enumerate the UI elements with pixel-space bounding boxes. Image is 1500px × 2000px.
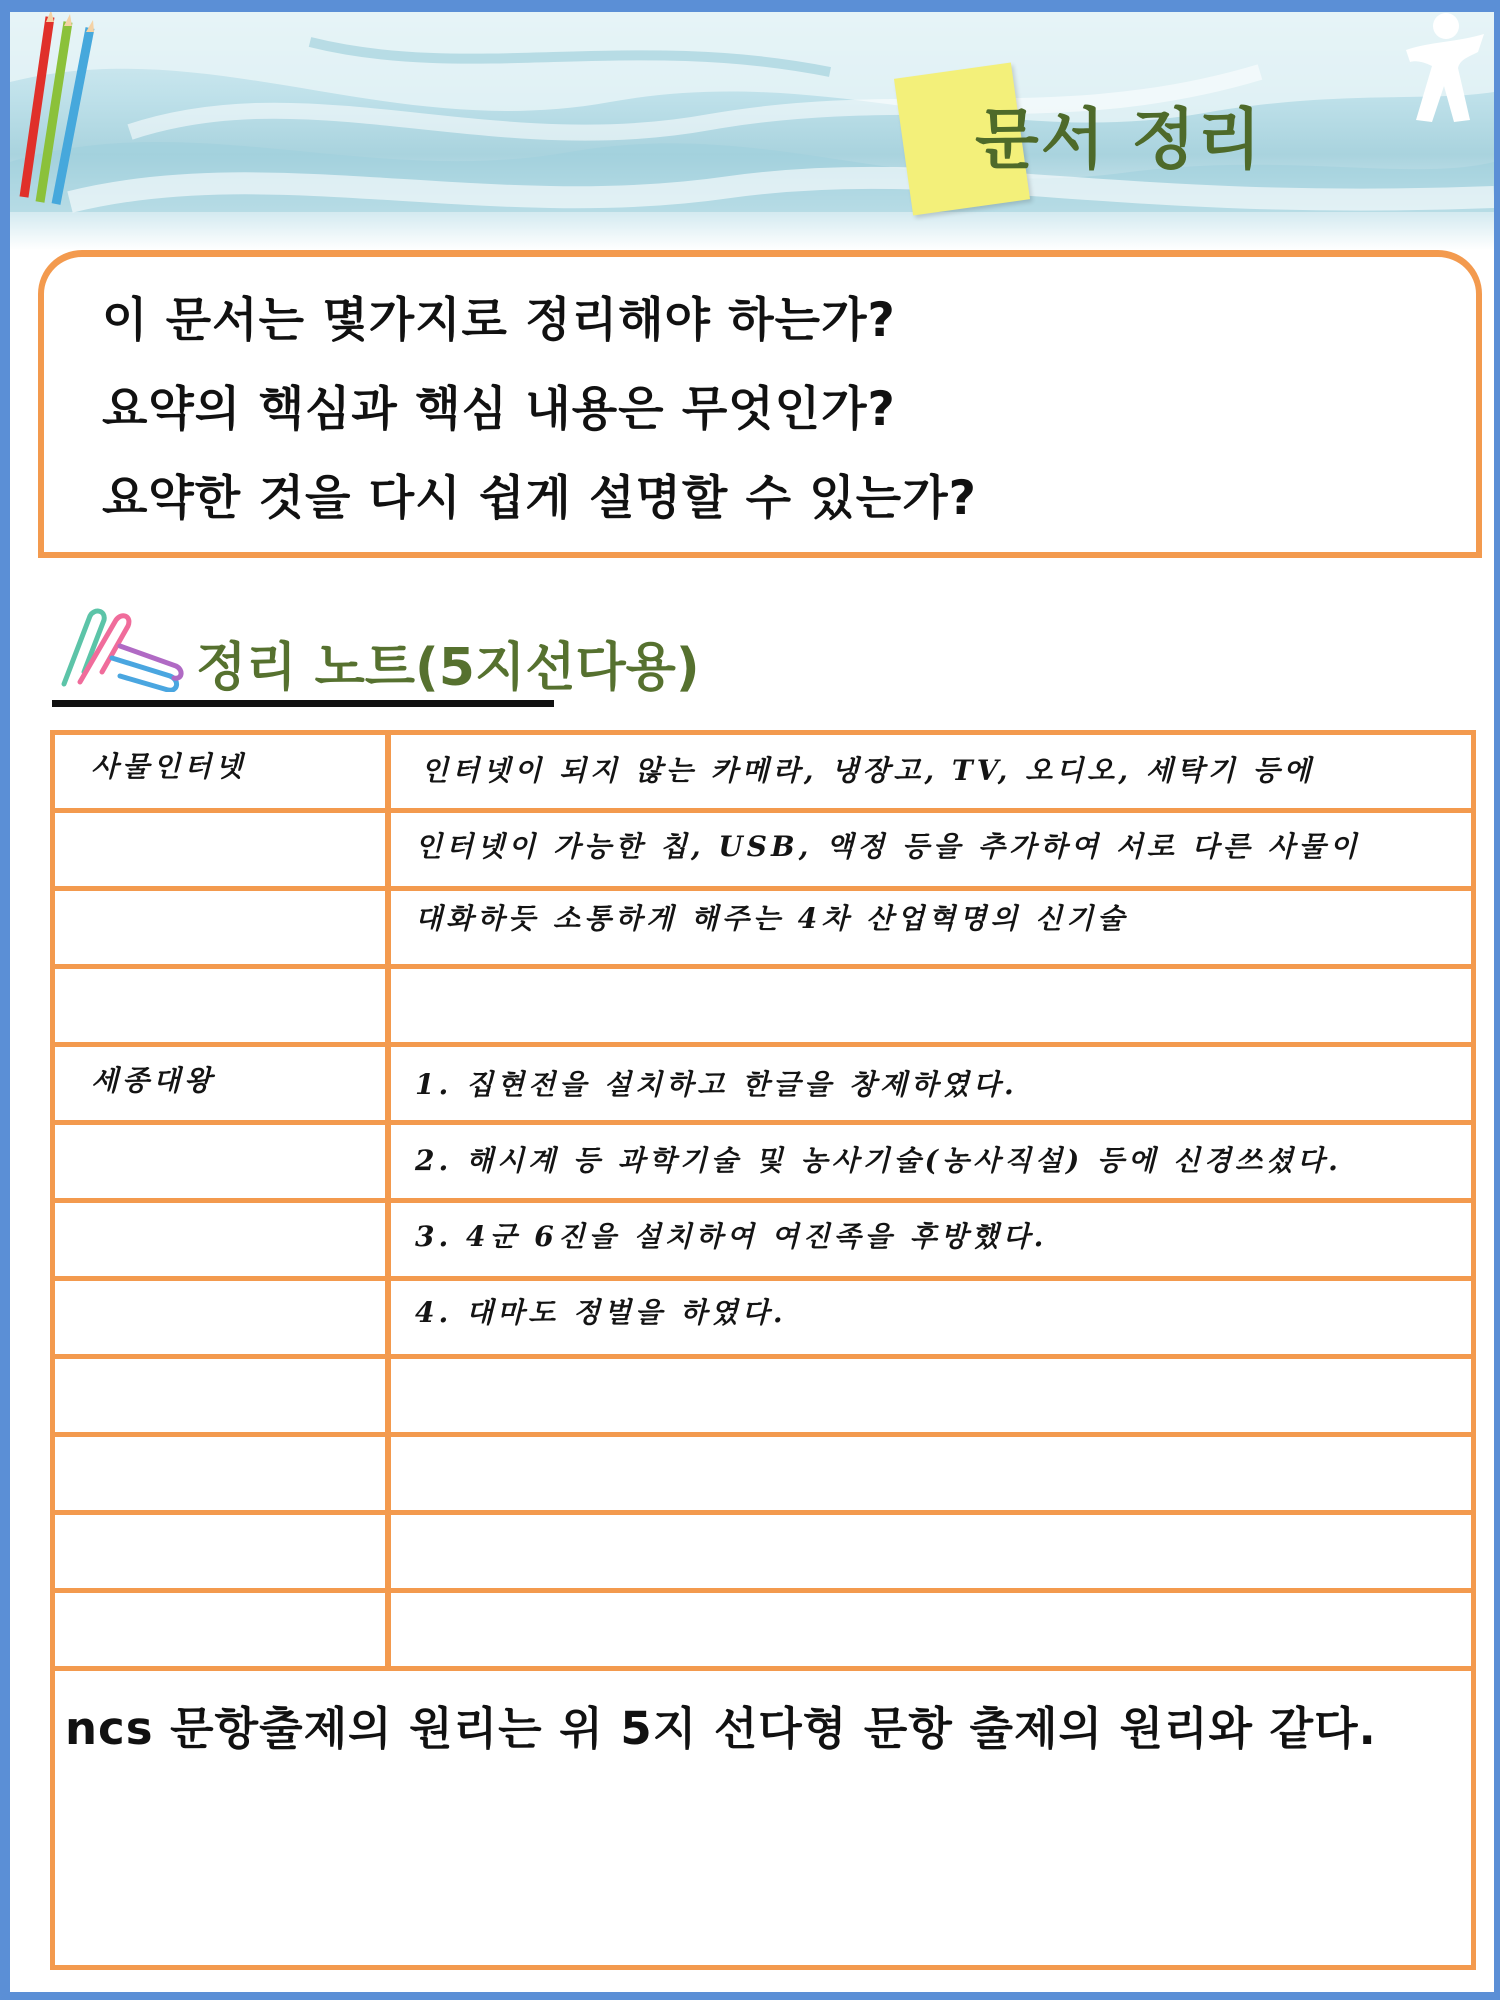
table-row: [55, 1593, 1471, 1671]
question-2: 요약의 핵심과 핵심 내용은 무엇인가?: [102, 382, 896, 437]
term-cell: 세종대왕: [91, 1064, 216, 1097]
question-1: 이 문서는 몇가지로 정리해야 하는가?: [102, 293, 896, 348]
table-row: [55, 1359, 1471, 1437]
note-title: 정리 노트(5지선다용): [196, 638, 700, 698]
person-logo-icon: [1388, 12, 1494, 132]
header-banner: [10, 12, 1494, 250]
questions-box: [38, 250, 1482, 558]
content-cell: 1. 집현전을 설치하고 한글을 창제하였다.: [415, 1068, 1018, 1101]
table-row: [55, 1515, 1471, 1593]
table-row: [55, 969, 1471, 1047]
silk-background: [10, 12, 1494, 250]
content-cell: 2. 해시계 등 과학기술 및 농사기술(농사직설) 등에 신경쓰셨다.: [415, 1144, 1342, 1177]
question-3: 요약한 것을 다시 쉽게 설명할 수 있는가?: [102, 471, 977, 526]
content-cell: 인터넷이 되지 않는 카메라, 냉장고, TV, 오디오, 세탁기 등에: [421, 754, 1315, 787]
column-divider: [385, 735, 391, 1669]
content-cell: 인터넷이 가능한 칩, USB, 액정 등을 추가하여 서로 다른 사물이: [415, 830, 1361, 863]
content-cell: 대화하듯 소통하게 해주는 4차 산업혁명의 신기술: [415, 902, 1129, 935]
content-cell: 3. 4군 6진을 설치하여 여진족을 후방했다.: [415, 1220, 1048, 1253]
table-row: [55, 1437, 1471, 1515]
title-underline: [52, 700, 554, 707]
summary-text: ncs 문항출제의 원리는 위 5지 선다형 문항 출제의 원리와 같다.: [65, 1702, 1377, 1755]
document-page: [10, 12, 1494, 1992]
content-cell: 4. 대마도 정벌을 하였다.: [415, 1296, 787, 1329]
pencils-icon: [10, 12, 110, 212]
page-title: 문서 정리: [975, 101, 1264, 178]
term-cell: 사물인터넷: [91, 750, 247, 783]
note-table: [50, 730, 1476, 1970]
paperclip-icon: [50, 606, 190, 692]
